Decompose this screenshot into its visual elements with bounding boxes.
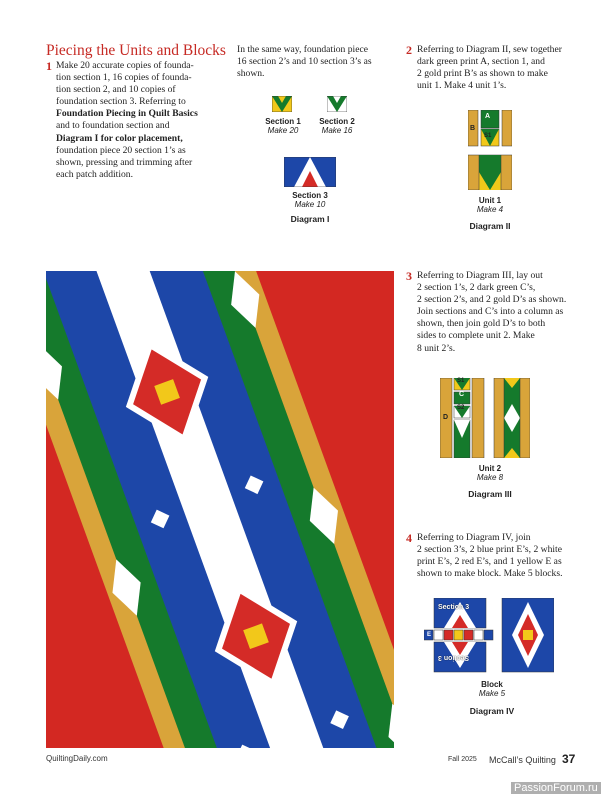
unit-1-label: Unit 1: [478, 196, 502, 205]
step-line: and to foundation section and: [56, 120, 170, 132]
block-make: Make 5: [478, 689, 506, 698]
section-2-diagram: [327, 96, 347, 112]
unit-1-diagram: [468, 110, 512, 190]
step-line: Join sections and C’s into a column as: [417, 306, 564, 318]
step-4-number: 4: [406, 531, 412, 545]
section-1-make: Make 20: [267, 126, 299, 135]
step-line: tion section 2, and 10 copies of: [56, 84, 176, 96]
step-3: [406, 270, 606, 355]
section-3-bottom-label: Section 3: [438, 654, 470, 661]
step-line: foundation piece 20 section 1’s as: [56, 144, 186, 156]
section-1-diagram: [272, 96, 292, 112]
footer-site: QuiltingDaily.com: [46, 754, 108, 763]
step-line: tion section 1, 16 copies of founda-: [56, 72, 192, 84]
section-3-make: Make 10: [294, 200, 326, 209]
unit-2-make: Make 8: [476, 473, 504, 482]
step-line: shown, pressing and trimming after: [56, 156, 193, 168]
section-3-label: Section 3: [292, 191, 328, 200]
letter-s2-unit2: S2: [457, 405, 465, 411]
step-line: dark green print A, section 1, and: [417, 56, 545, 68]
step-3-number: 3: [406, 269, 412, 283]
step-line: foundation section 3. Referring to: [56, 96, 186, 108]
watermark: PassionForum.ru: [511, 782, 601, 794]
letter-s1: S1: [484, 133, 492, 139]
step-line: print E’s, 2 red E’s, and 1 yellow E as: [417, 556, 562, 568]
step-line: Make 20 accurate copies of founda-: [56, 60, 194, 71]
letter-c: C: [459, 391, 465, 398]
step-line: shown to make block. Make 5 blocks.: [417, 568, 563, 580]
block-label: Block: [481, 680, 503, 689]
letter-d: D: [443, 414, 449, 421]
letter-b: B: [470, 125, 476, 132]
footer-magazine: McCall’s Quilting: [489, 755, 556, 765]
step-line: 8 unit 2’s.: [417, 342, 456, 354]
diagram-4-title: Diagram IV: [469, 706, 515, 716]
step-line: 2 section 1’s, 2 dark green C’s,: [417, 282, 536, 294]
step-line: Referring to Diagram III, lay out: [417, 270, 543, 281]
footer-issue: Fall 2025: [448, 756, 477, 763]
step-line: shown.: [237, 68, 265, 80]
quilt-photo: [46, 271, 394, 748]
step-line: Diagram I for color placement,: [56, 132, 183, 144]
step-line: unit 1. Make 4 unit 1’s.: [417, 80, 507, 92]
letter-e: E: [427, 632, 432, 638]
step-line: Referring to Diagram II, sew together: [417, 44, 562, 55]
diagram-2-title: Diagram II: [469, 221, 511, 231]
section-1-label: Section 1: [265, 117, 301, 126]
section-2-label: Section 2: [319, 117, 355, 126]
step-line: 2 section 3’s, 2 blue print E’s, 2 white: [417, 544, 562, 556]
unit-2-diagram: [440, 378, 530, 458]
step-1-continued: [237, 44, 402, 80]
section-3-diagram: [284, 157, 336, 187]
step-2: [406, 44, 606, 92]
step-line: Foundation Piecing in Quilt Basics: [56, 108, 198, 120]
letter-s1-unit2: S1: [457, 378, 465, 384]
step-1: [46, 60, 226, 181]
step-line: shown, then join gold D’s to both: [417, 318, 546, 330]
step-line: each patch addition.: [56, 168, 133, 180]
step-1-number: 1: [46, 59, 52, 73]
section-2-make: Make 16: [321, 126, 353, 135]
step-line: sides to complete unit 2. Make: [417, 330, 535, 342]
step-2-number: 2: [406, 43, 412, 57]
step-line: 16 section 2’s and 10 section 3’s as: [237, 56, 372, 68]
diagram-1-title: Diagram I: [290, 214, 330, 224]
unit-1-make: Make 4: [476, 205, 504, 214]
unit-2-label: Unit 2: [478, 464, 502, 473]
step-line: In the same way, foundation piece: [237, 44, 368, 55]
step-line: 2 gold print B’s as shown to make: [417, 68, 548, 80]
section-3-top-label: Section 3: [438, 604, 470, 611]
step-line: 2 section 2’s, and 2 gold D’s as shown.: [417, 294, 567, 306]
letter-a: A: [485, 113, 491, 120]
page-number: 37: [562, 752, 576, 766]
section-heading: Piecing the Units and Blocks: [46, 42, 226, 59]
step-4: [406, 532, 606, 580]
diagram-3-title: Diagram III: [468, 489, 512, 499]
step-line: Referring to Diagram IV, join: [417, 532, 531, 543]
